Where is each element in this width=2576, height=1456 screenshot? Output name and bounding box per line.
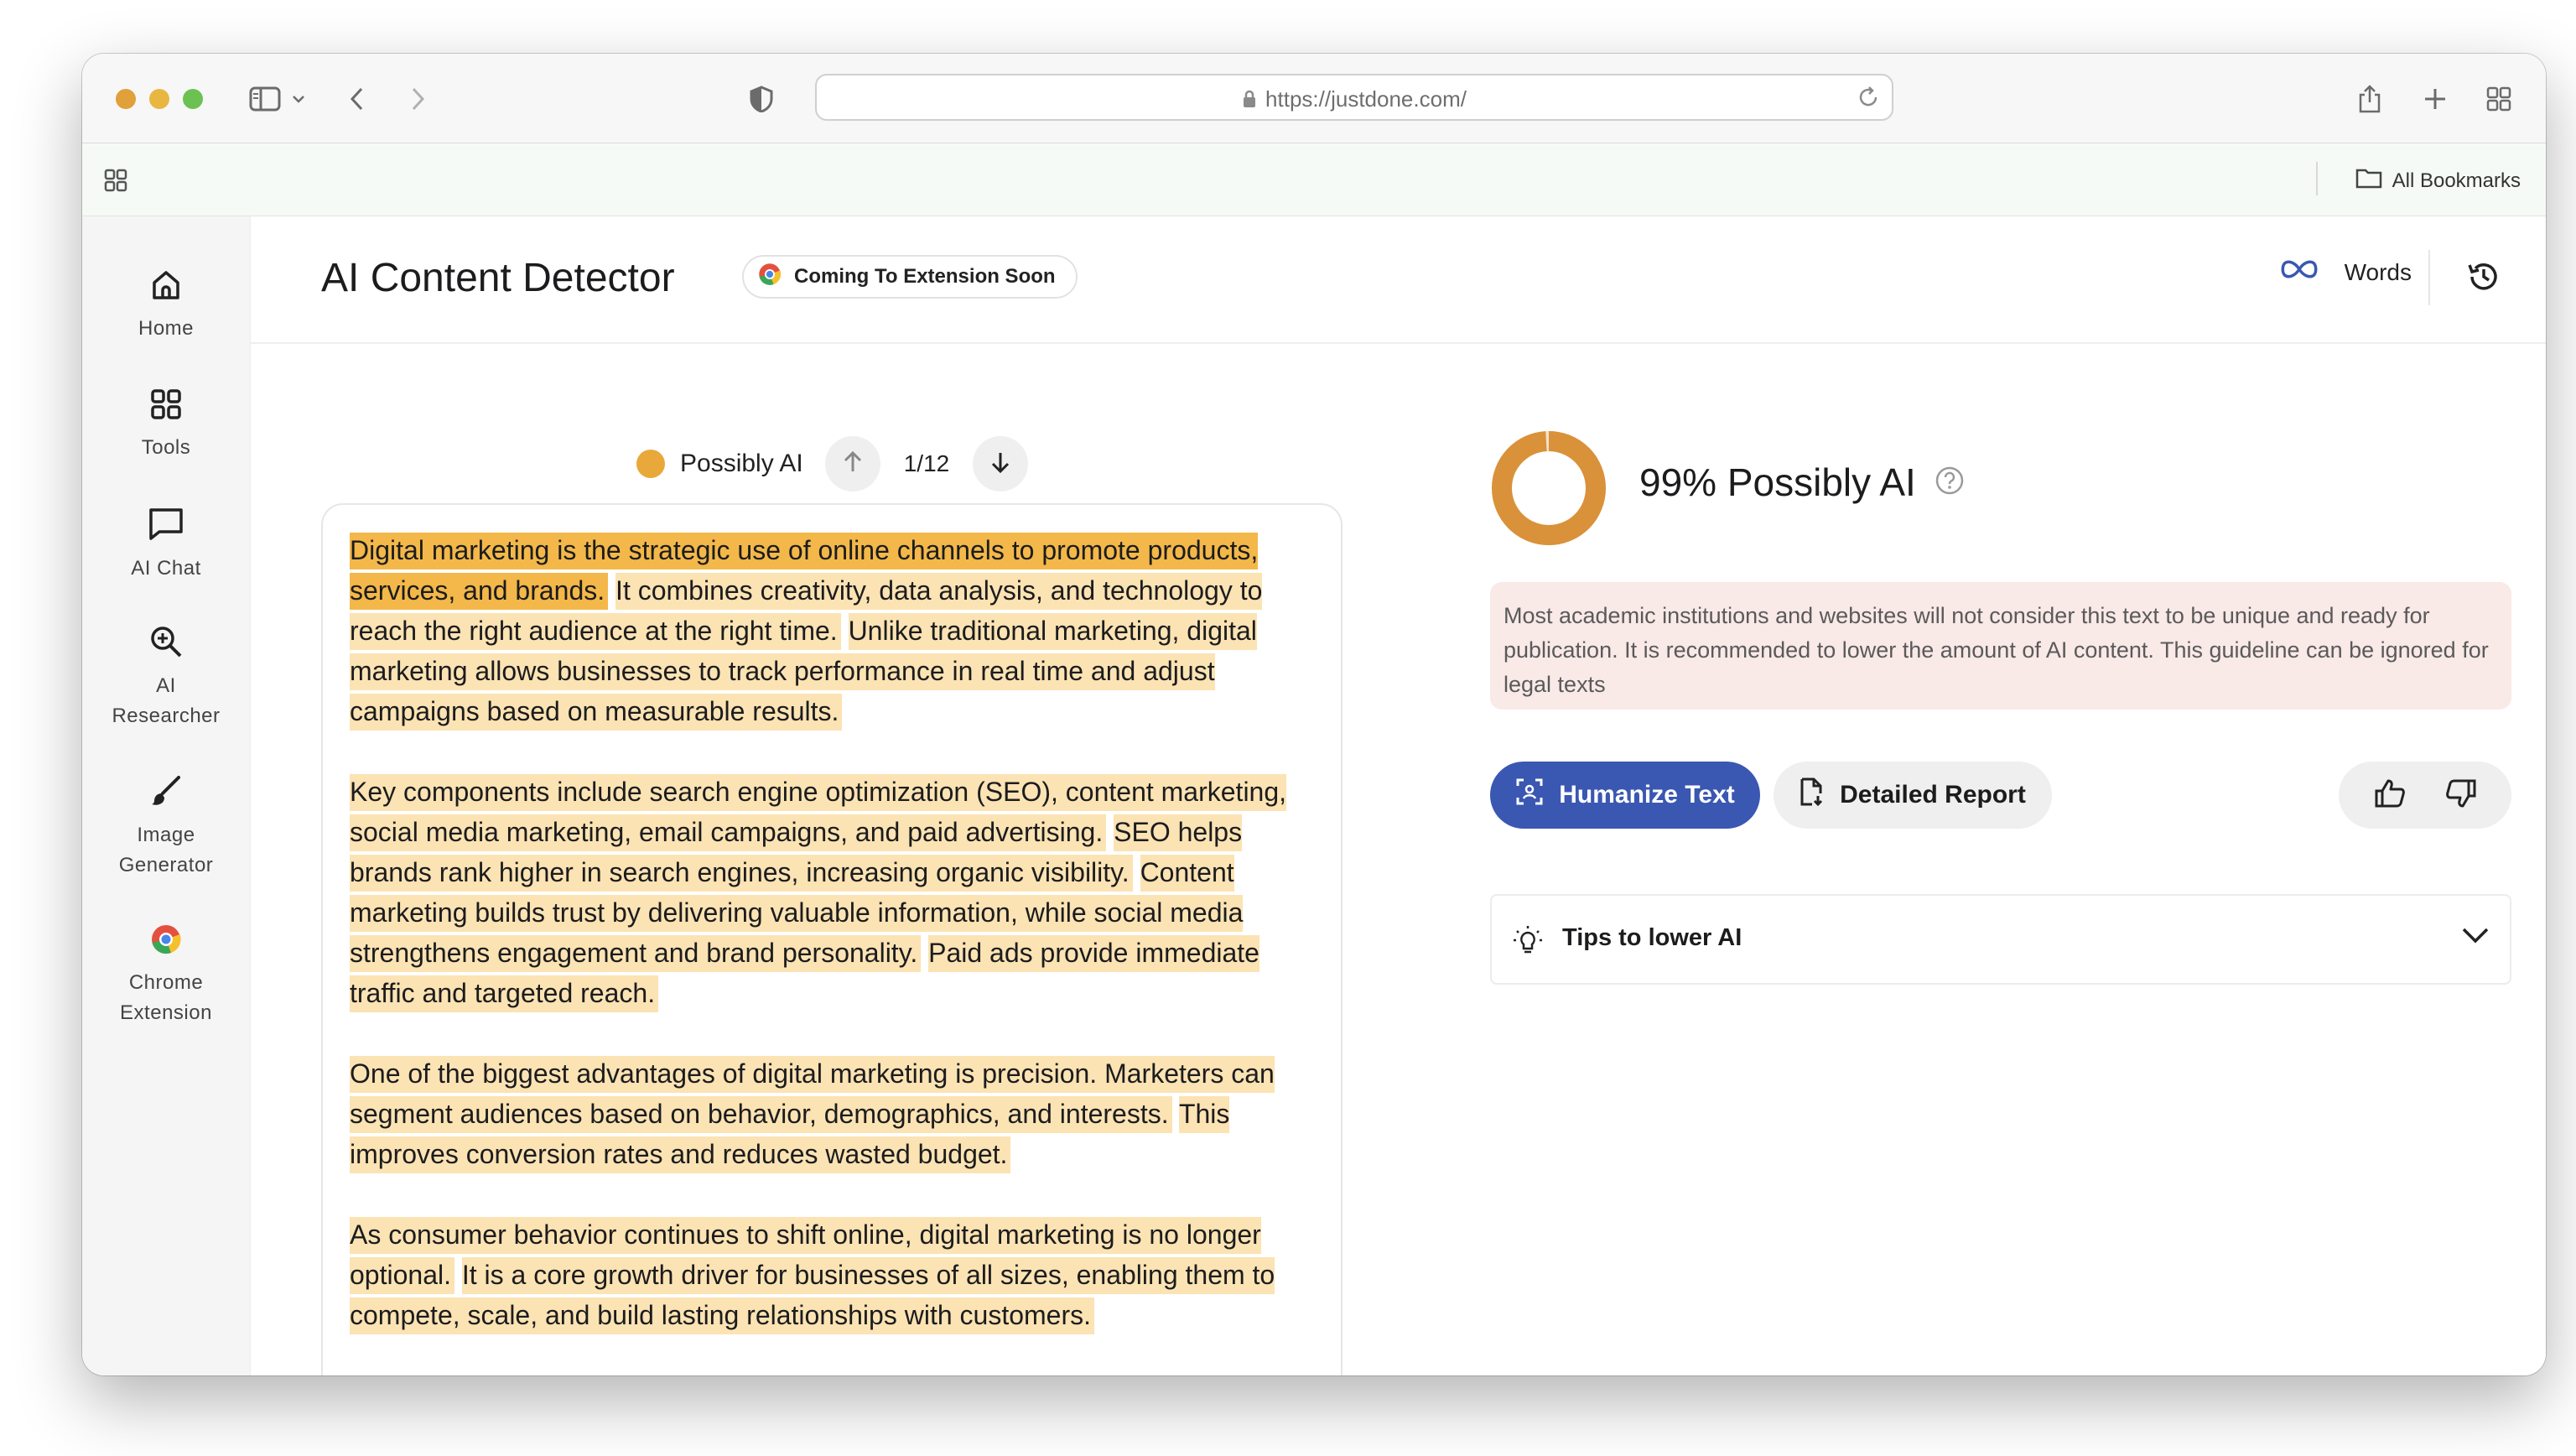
tips-label: Tips to lower AI bbox=[1562, 924, 1742, 951]
highlighted-sentence[interactable]: Paid ads provide immediate traffic and targeted reach. bbox=[350, 935, 1259, 1012]
all-bookmarks-label: All Bookmarks bbox=[2392, 169, 2521, 192]
previous-highlight-button[interactable] bbox=[825, 436, 880, 491]
possibly-ai-dot bbox=[636, 450, 665, 478]
chevron-down-icon[interactable] bbox=[2461, 926, 2490, 949]
text-paragraph bbox=[350, 1053, 1322, 1174]
sidebar-item-label: AI Chat bbox=[131, 557, 201, 580]
folder-icon bbox=[2355, 167, 2382, 195]
app-sidebar bbox=[82, 216, 251, 1375]
magnifier-icon bbox=[82, 624, 250, 659]
new-tab-icon[interactable] bbox=[2418, 79, 2452, 119]
next-highlight-button[interactable] bbox=[973, 436, 1028, 491]
tips-accordion[interactable] bbox=[1490, 894, 2511, 985]
analyzed-text bbox=[350, 530, 1322, 1375]
browser-window bbox=[82, 54, 2546, 1375]
sidebar-item-chrome-extension[interactable] bbox=[82, 923, 250, 1028]
page-header bbox=[251, 216, 2546, 344]
detailed-report-button[interactable] bbox=[1774, 762, 2052, 829]
minimize-window-button[interactable] bbox=[149, 89, 169, 109]
sidebar-toggle-icon[interactable] bbox=[247, 79, 283, 119]
highlighted-sentence[interactable]: It combines creativity, data analysis, and technology to reach the right audience at the right time. bbox=[350, 573, 1262, 650]
sidebar-item-image-generator[interactable] bbox=[82, 773, 250, 881]
highlighted-sentence[interactable]: Key components include search engine optimization (SEO), content marketing, social media marketing, email campaigns, and paid advertising. bbox=[350, 774, 1286, 851]
infinity-icon bbox=[2279, 258, 2319, 286]
highlighted-sentence[interactable]: SEO helps brands rank higher in search engines, increasing organic visibility. bbox=[350, 814, 1242, 892]
humanize-text-button[interactable] bbox=[1490, 762, 1760, 829]
words-toggle[interactable] bbox=[2279, 258, 2412, 286]
highlighted-sentence[interactable]: It is a core growth driver for businesses of all sizes, enabling them to compete, scale, and build lasting relationships with customers. bbox=[350, 1257, 1275, 1334]
bookmarks-bar bbox=[82, 143, 2546, 216]
detailed-report-label: Detailed Report bbox=[1840, 781, 2026, 809]
highlight-navigator bbox=[636, 436, 1028, 491]
help-icon[interactable] bbox=[1935, 460, 1965, 505]
text-paragraph bbox=[350, 1214, 1322, 1335]
words-label: Words bbox=[2344, 258, 2412, 285]
highlight-counter: 1/12 bbox=[903, 450, 950, 476]
extension-soon-badge bbox=[742, 255, 1078, 299]
sidebar-item-ai-researcher[interactable] bbox=[82, 624, 250, 731]
history-icon[interactable] bbox=[2465, 258, 2502, 299]
text-paragraph bbox=[350, 772, 1322, 1013]
ai-score-text: 99% Possibly AI bbox=[1639, 460, 1916, 504]
thumbs-down-icon[interactable] bbox=[2445, 778, 2477, 813]
zoom-window-button[interactable] bbox=[183, 89, 203, 109]
highlighted-sentence[interactable]: This improves conversion rates and reduces wasted budget. bbox=[350, 1096, 1229, 1173]
sidebar-item-tools[interactable] bbox=[82, 387, 250, 463]
page-title: AI Content Detector bbox=[321, 256, 675, 300]
ai-score bbox=[1639, 460, 1965, 505]
highlighted-sentence[interactable]: Content marketing builds trust by delivering valuable information, while social media strengthens engagement and brand personality. bbox=[350, 855, 1243, 972]
scan-face-icon bbox=[1515, 777, 1544, 813]
chrome-icon bbox=[82, 923, 250, 956]
sidebar-item-label: Image Generator bbox=[118, 824, 214, 876]
sidebar-item-label: Chrome Extension bbox=[120, 971, 212, 1024]
thumbs-up-icon[interactable] bbox=[2374, 778, 2406, 813]
reload-icon[interactable] bbox=[1857, 86, 1880, 113]
report-document-icon bbox=[1800, 777, 1825, 814]
tab-overview-icon[interactable] bbox=[2482, 79, 2516, 119]
apps-grid-icon[interactable] bbox=[104, 169, 127, 196]
lightbulb-icon bbox=[1512, 924, 1544, 960]
highlighted-sentence[interactable]: As consumer behavior continues to shift online, digital marketing is no longer optional. bbox=[350, 1217, 1261, 1294]
analyzed-text-panel[interactable] bbox=[321, 503, 1343, 1375]
publication-warning: Most academic institutions and websites will not consider this text to be unique and ready for publication. It is recommended to lower the amount of AI content. This guideline can be ignored for legal texts bbox=[1490, 582, 2511, 710]
main-content bbox=[251, 216, 2546, 1375]
sidebar-item-ai-chat[interactable] bbox=[82, 507, 250, 584]
privacy-shield-icon[interactable] bbox=[745, 79, 778, 119]
home-icon bbox=[82, 268, 250, 302]
lock-icon bbox=[1242, 88, 1257, 114]
forward-icon[interactable] bbox=[402, 79, 433, 119]
navigator-label: Possibly AI bbox=[680, 450, 803, 477]
bookmarks-divider bbox=[2316, 162, 2318, 195]
address-bar[interactable] bbox=[815, 74, 1893, 121]
chat-icon bbox=[82, 507, 250, 542]
close-window-button[interactable] bbox=[116, 89, 136, 109]
chrome-icon bbox=[757, 262, 782, 293]
back-icon[interactable] bbox=[342, 79, 372, 119]
sidebar-item-label: Tools bbox=[141, 436, 191, 459]
arrow-down-icon bbox=[989, 450, 1011, 478]
sidebar-item-label: Home bbox=[138, 317, 195, 340]
sidebar-item-label: AI Researcher bbox=[112, 674, 221, 727]
all-bookmarks-button[interactable] bbox=[2355, 167, 2521, 195]
url-text: https://justdone.com/ bbox=[1265, 86, 1467, 112]
brush-icon bbox=[82, 773, 250, 809]
highlighted-sentence[interactable]: Digital marketing is the strategic use of online channels to promote products, services, and brands. bbox=[350, 533, 1258, 610]
highlighted-sentence[interactable]: One of the biggest advantages of digital marketing is precision. Marketers can segment audiences based on behavior, demographics, and interests. bbox=[350, 1056, 1275, 1133]
sidebar-item-home[interactable] bbox=[82, 268, 250, 344]
share-icon[interactable] bbox=[2353, 79, 2386, 119]
browser-toolbar bbox=[82, 54, 2546, 143]
ai-score-donut bbox=[1490, 429, 1607, 547]
chevron-down-icon[interactable] bbox=[288, 79, 309, 119]
text-paragraph bbox=[350, 530, 1322, 731]
extension-soon-label: Coming To Extension Soon bbox=[794, 265, 1056, 288]
header-divider bbox=[2428, 250, 2430, 305]
grid-icon bbox=[82, 387, 250, 421]
feedback-group bbox=[2339, 762, 2511, 829]
highlighted-sentence[interactable]: Unlike traditional marketing, digital marketing allows businesses to track performance in real time and adjust campaigns based on measurable results. bbox=[350, 613, 1257, 731]
humanize-label: Humanize Text bbox=[1559, 781, 1735, 809]
arrow-up-icon bbox=[842, 450, 864, 478]
